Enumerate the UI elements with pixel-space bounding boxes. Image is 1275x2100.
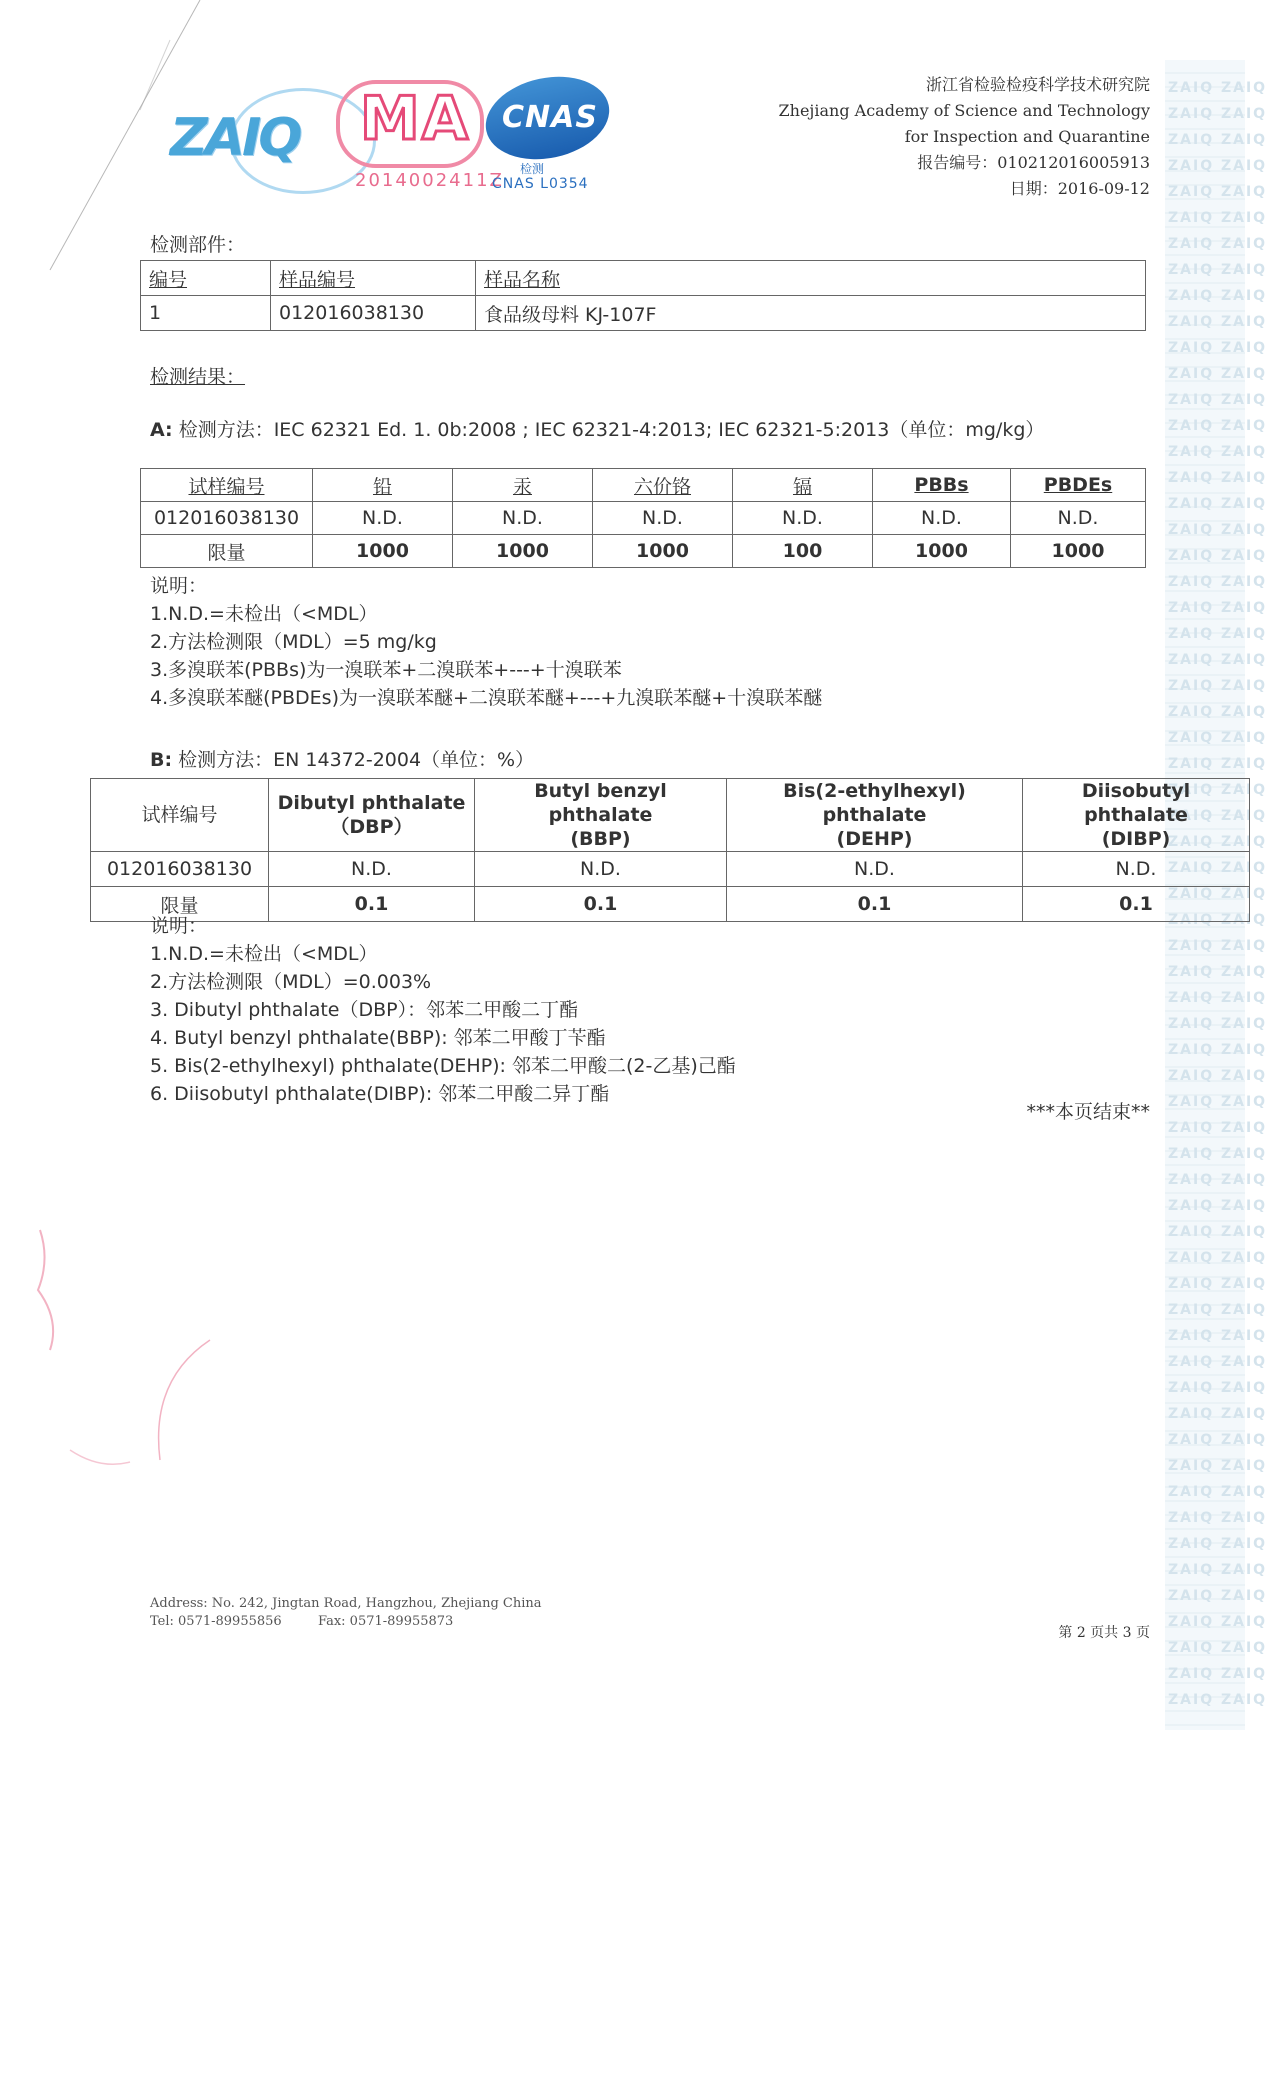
section-b-row [91,852,1250,887]
page-number: 第 2 页共 3 页 [1058,1625,1150,1641]
section-a-header-cell: 六价铬 [593,469,733,502]
footer-fax: Fax: 0571-89955873 [317,1614,454,1629]
section-b-header-cell [91,779,269,852]
org-name-en-1: Zhejiang Academy of Science and Technology [778,101,1150,120]
parts-header-cell: 样品名称 [476,261,1146,296]
zaiq-logo: ZAIQ [170,108,300,168]
section-b-cell: N.D. [475,852,727,887]
section-a-cell: N.D. [1011,502,1146,535]
parts-cell: 食品级母料 KJ-107F [476,296,1146,331]
security-watermark-text: ZAIQ ZAIQ ZAIQ ZAIQ ZAIQ ZAIQ ZAIQ ZAIQ ZAIQ ZAIQ ZAIQ ZAIQ ZAIQ ZAIQ ZAIQ ZAIQ ZAIQ ZAIQ ZAIQ ZAIQ ZAIQ ZAIQ ZAIQ ZAIQ ZAIQ ZAIQ ZAIQ ZAIQ ZAIQ ZAIQ ZAIQ ZAIQ ZAIQ ZAIQ ZAIQ ZAIQ ZAIQ ZAIQ ZAIQ ZAIQ ZAIQ ZAIQ ZAIQ ZAIQ ZAIQ ZAIQ ZAIQ ZAIQ ZAIQ ZAIQ ZAIQ ZAIQ ZAIQ ZAIQ ZAIQ ZAIQ ZAIQ ZAIQ ZAIQ ZAIQ ZAIQ ZAIQ ZAIQ [1168,80,1215,1708]
section-a-limit-cell: 1000 [873,535,1011,568]
section-a-method [150,415,1044,442]
section-b-cell: 012016038130 [91,852,269,887]
note-line: 1.N.D.=未检出（<MDL） [150,943,378,965]
section-b-limit-cell: 0.1 [727,887,1023,922]
section-b-limit-cell: 0.1 [475,887,727,922]
header-line: (DIBP) [1101,828,1171,850]
section-a-header-cell: PBDEs [1011,469,1146,502]
notes-title: 说明： [150,575,208,597]
note-line: 4.多溴联苯醚(PBDEs)为一溴联苯醚+二溴联苯醚+---+九溴联苯醚+十溴联苯醚 [150,687,823,709]
section-a-limit-row [141,535,1146,568]
note-line: 1.N.D.=未检出（<MDL） [150,603,378,625]
section-a-notes [150,572,822,712]
section-b-cell: N.D. [727,852,1023,887]
section-a-limit-cell: 1000 [453,535,593,568]
parts-label: 检测部件： [150,234,246,256]
faint-stamp-trace [30,1200,250,1500]
section-b-header-cell [1023,779,1250,852]
header-line: Bis(2-ethylhexyl) phthalate [783,780,966,826]
header-line: Dibutyl phthalate [277,792,466,814]
note-line: 2.方法检测限（MDL）=0.003% [150,971,432,993]
header-line: Butyl benzyl phthalate [534,780,667,826]
section-a-header-cell: PBBs [873,469,1011,502]
organization-info [779,72,1150,202]
note-line: 4. Butyl benzyl phthalate(BBP): 邻苯二甲酸丁苄酯 [150,1027,606,1049]
parts-cell: 012016038130 [271,296,476,331]
section-b-method-text: 检测方法：EN 14372-2004（单位：%） [178,749,535,771]
section-b-notes [150,912,736,1108]
section-b-prefix: B: [150,749,173,771]
org-name-cn: 浙江省检验检疫科学技术研究院 [925,75,1150,94]
org-name-en-2: for Inspection and Quarantine [904,127,1150,146]
section-b-limit-cell: 限量 [91,887,269,922]
section-a-cell: N.D. [593,502,733,535]
section-a-header-cell: 铅 [313,469,453,502]
end-of-page-mark: ***本页结束** [1026,1101,1150,1123]
parts-header-cell: 编号 [141,261,271,296]
footer-contact [150,1595,542,1631]
section-b-limit-cell: 0.1 [1023,887,1250,922]
report-number: 报告编号：010212016005913 [917,153,1150,172]
section-b-cell: N.D. [269,852,475,887]
section-a-limit-cell: 1000 [313,535,453,568]
section-a-limit-cell: 100 [733,535,873,568]
section-a-method-text: 检测方法：IEC 62321 Ed. 1. 0b:2008 ; IEC 62321-4:2013; IEC 62321-5:2013（单位：mg/kg） [178,419,1045,441]
section-b-cell: N.D. [1023,852,1250,887]
section-b-header-row [91,779,1250,852]
section-a-cell: N.D. [313,502,453,535]
section-a-cell: N.D. [453,502,593,535]
section-a-cell: N.D. [873,502,1011,535]
section-b-method [150,745,534,772]
section-b-limit-cell: 0.1 [269,887,475,922]
section-b-header-cell [269,779,475,852]
section-b-header-cell [727,779,1023,852]
section-a-header-cell: 镉 [733,469,873,502]
accreditation-logos [170,70,620,200]
results-label: 检测结果： [150,366,246,388]
section-a-limit-cell: 1000 [593,535,733,568]
note-line: 2.方法检测限（MDL）=5 mg/kg [150,631,437,653]
ma-certificate-number: 2014002411Z [355,170,504,191]
section-a-header-cell: 试样编号 [141,469,313,502]
header-line: （DBP） [330,816,413,838]
header-line: Diisobutyl phthalate [1081,780,1191,826]
parts-cell: 1 [141,296,271,331]
header-line: 试样编号 [141,804,218,826]
section-a-cell: N.D. [733,502,873,535]
cnas-code: CNAS L0354 [492,176,589,192]
section-a-prefix: A: [150,419,173,441]
footer-phone-line [150,1613,542,1631]
section-a-row [141,502,1146,535]
section-a-header-row [141,469,1146,502]
parts-row [141,296,1146,331]
cnas-logo: CNAS [502,100,598,135]
parts-header-cell: 样品编号 [271,261,476,296]
section-a-table [140,468,1146,568]
note-line: 6. Diisobutyl phthalate(DIBP): 邻苯二甲酸二异丁酯 [150,1083,610,1105]
header-line: (DEHP) [836,828,913,850]
parts-table [140,260,1146,331]
section-a-limit-cell: 限量 [141,535,313,568]
section-a-cell: 012016038130 [141,502,313,535]
report-date: 日期：2016-09-12 [1009,179,1150,198]
section-b-table [90,778,1250,922]
footer-address: Address: No. 242, Jingtan Road, Hangzhou, Zhejiang China [150,1596,542,1611]
footer-tel: Tel: 0571-89955856 [150,1614,282,1629]
parts-header-row [141,261,1146,296]
cnas-sub-label: 检测 [520,162,545,176]
note-line: 5. Bis(2-ethylhexyl) phthalate(DEHP): 邻苯二甲酸二(2-乙基)己酯 [150,1055,736,1077]
section-a-header-cell: 汞 [453,469,593,502]
note-line: 3.多溴联苯(PBBs)为一溴联苯+二溴联苯+---+十溴联苯 [150,659,622,681]
note-line: 3. Dibutyl phthalate（DBP）：邻苯二甲酸二丁酯 [150,999,579,1021]
notes-title: 说明： [150,915,208,937]
header-line: (BBP) [570,828,631,850]
ma-logo: MA [360,84,471,154]
section-b-header-cell [475,779,727,852]
section-a-limit-cell: 1000 [1011,535,1146,568]
